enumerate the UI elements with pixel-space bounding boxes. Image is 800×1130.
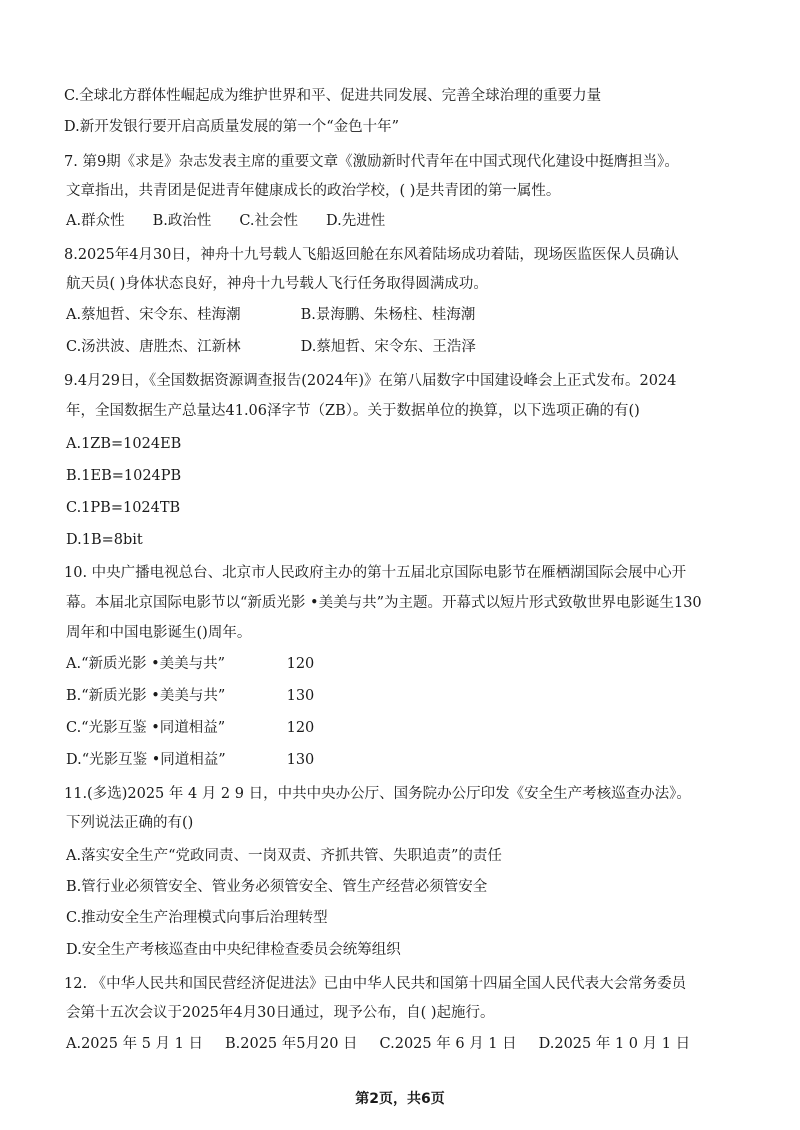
q6-option-c: C.全球北方群体性崛起成为维护世界和平、促进共同发展、完善全球治理的重要力量 — [64, 88, 602, 104]
q8-option-b: B.景海鹏、朱杨柱、桂海潮 — [300, 307, 476, 323]
q8-option-d: D.蔡旭哲、宋令东、王浩泽 — [300, 339, 476, 355]
q12-option-a: A.2025 年 5 月 1 日 — [66, 1036, 203, 1052]
q9-stem-line2: 年，全国数据生产总量达41.06泽字节（ZB）。关于数据单位的换算，以下选项正确的有() — [66, 403, 640, 419]
q10-stem-line3: 周年和中国电影诞生()周年。 — [66, 625, 252, 641]
q10-option-d-text: D.“光影互鉴 •同道相益” — [66, 752, 226, 768]
q9-option-c: C.1PB=1024TB — [66, 500, 181, 516]
q8-option-a: A.蔡旭哲、宋令东、桂海潮 — [66, 307, 241, 323]
q9-option-a: A.1ZB=1024EB — [66, 436, 182, 452]
q6-option-d: D.新开发银行要开启高质量发展的第一个“金色十年” — [64, 119, 400, 135]
q10-option-b-text: B.“新质光影 •美美与共” — [66, 688, 226, 704]
q9-option-d: D.1B=8bit — [66, 532, 143, 548]
q10-stem-line2: 幕。本届北京国际电影节以“新质光影 •美美与共”为主题。开幕式以短片形式致敬世界电影诞生130 — [66, 595, 702, 611]
q7-stem-line1: 7. 第9期《求是》杂志发表主席的重要文章《激励新时代青年在中国式现代化建设中挺膺担当》。 — [64, 154, 679, 170]
q7-options — [66, 211, 750, 231]
q10-option-c-text: C.“光影互鉴 •同道相益” — [66, 720, 226, 736]
q12-options — [66, 1034, 750, 1054]
q7-option-a: A.群众性 — [66, 213, 125, 229]
q10-option-a-text: A.“新质光影 •美美与共” — [66, 656, 226, 672]
q12-stem-line2: 会第十五次会议于2025年4月30日通过，现予公布，自( )起施行。 — [66, 1005, 495, 1021]
q10-option-a — [66, 654, 750, 674]
page-number: 第2页，共6页 — [355, 1091, 445, 1107]
q8-stem-line1: 8.2025年4月30日，神舟十九号载人飞船返回舱在东风着陆场成功着陆，现场医监医保人员确认 — [64, 247, 679, 263]
q10-option-a-num: 120 — [286, 656, 315, 672]
q7-option-d: D.先进性 — [326, 213, 386, 229]
q11-option-a: A.落实安全生产“党政同责、一岗双责、齐抓共管、失职追责”的责任 — [66, 848, 502, 864]
q10-option-b — [66, 686, 750, 706]
q8-options-row2 — [66, 337, 750, 357]
q11-option-d: D.安全生产考核巡查由中央纪律检查委员会统筹组织 — [66, 942, 401, 958]
q12-option-b: B.2025 年5月20 日 — [224, 1036, 358, 1052]
q9-option-b: B.1EB=1024PB — [66, 468, 182, 484]
q8-options-row1 — [66, 305, 750, 325]
q12-stem-line1: 12. 《中华人民共和国民营经济促进法》已由中华人民共和国第十四届全国人民代表大会常务委员 — [64, 976, 687, 992]
q11-stem-line1: 11.(多选)2025 年 4 月 2 9 日，中共中央办公厅、国务院办公厅印发《安全生产考核巡查办法》。 — [64, 786, 691, 802]
q8-option-c: C.汤洪波、唐胜杰、江新林 — [66, 339, 241, 355]
q11-stem-line2: 下列说法正确的有() — [66, 815, 194, 831]
q10-option-c-num: 120 — [286, 720, 315, 736]
q11-option-c: C.推动安全生产治理模式向事后治理转型 — [66, 910, 328, 926]
q9-stem-line1: 9.4月29日，《全国数据资源调查报告(2024年)》在第八届数字中国建设峰会上正式发布。2024 — [64, 373, 677, 389]
q12-option-d: D.2025 年 1 0 月 1 日 — [538, 1036, 691, 1052]
q10-option-d-num: 130 — [286, 752, 315, 768]
q7-option-c: C.社会性 — [239, 213, 299, 229]
q7-stem-line2: 文章指出，共青团是促进青年健康成长的政治学校，( )是共青团的第一属性。 — [66, 183, 561, 199]
q10-stem-line1: 10. 中央广播电视总台、北京市人民政府主办的第十五届北京国际电影节在雁栖湖国际会展中心开 — [64, 565, 687, 581]
q8-stem-line2: 航天员( )身体状态良好，神舟十九号载人飞行任务取得圆满成功。 — [66, 276, 488, 292]
q10-option-d — [66, 750, 750, 770]
q11-option-b: B.管行业必须管安全、管业务必须管安全、管生产经营必须管安全 — [66, 879, 488, 895]
q10-option-c — [66, 718, 750, 738]
q7-option-b: B.政治性 — [152, 213, 212, 229]
q12-option-c: C.2025 年 6 月 1 日 — [379, 1036, 517, 1052]
q10-option-b-num: 130 — [286, 688, 315, 704]
